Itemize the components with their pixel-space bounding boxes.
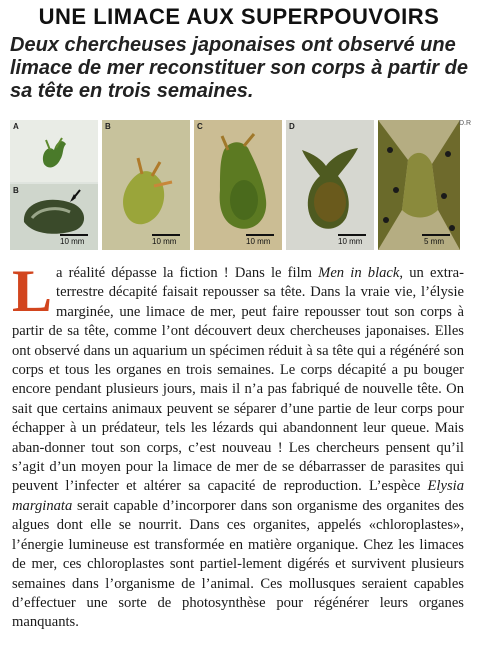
slug-head-image — [10, 120, 98, 250]
article-text-2: , un extra-terrestre décapité faisait repousser sa tête. Dans la vraie vie, l’élysie marginée, une limace de mer, peut faire repousser tout son corps à partir de sa tête, comme l’ont découvert deux chercheuses japonaises. Elles ont observé dans un aquarium un spécimen réduit à sa tête qui a régénéré son corps et tous les organes en trois semaines. Le corps décapité a pu bouger encore pendant plusieurs jours, mais il n’a pas fabriqué de nouvelle tête. On sait que certains animaux peuvent se séparer d’une partie de leur corps pour échapper à un prédateur, tels les lézards qui abandonnent leur queue. Mais aban-donner tout son corps, c’est nouveau ! Les chercheurs pensent qu’il s’agit d’un moyen pour la limace de mer de se débarrasser de parasites qui peuvent l’infecter et altérer sa capacité de reproduction. L’espèce — [12, 265, 464, 495]
scale-bar — [422, 234, 450, 236]
photo-panel-d — [286, 120, 374, 250]
film-title: Men in black — [318, 265, 400, 281]
scale-bar — [246, 234, 274, 236]
scale-label: 10 mm — [60, 237, 85, 246]
panel-letter: A — [13, 122, 19, 131]
panel-letter-alt: B — [13, 186, 19, 195]
standfirst: Deux chercheuses japonaises ont observé une limace de mer reconstituer son corps à partir de sa tête en trois semaines. — [10, 34, 468, 102]
slug-regenerating-image — [102, 120, 190, 250]
photo-credit: D.R — [459, 120, 472, 127]
scale-label: 5 mm — [424, 237, 444, 246]
article-body — [12, 258, 464, 633]
scale-bar — [338, 234, 366, 236]
slug-closeup-image — [378, 120, 460, 250]
scale-label: 10 mm — [338, 237, 363, 246]
slug-growing-image — [194, 120, 282, 250]
scale-label: 10 mm — [152, 237, 177, 246]
photo-panel-a — [10, 120, 98, 250]
headline: UNE LIMACE AUX SUPERPOUVOIRS — [38, 4, 440, 29]
scale-bar — [60, 234, 88, 236]
photo-figure — [10, 120, 466, 258]
photo-panel-c — [194, 120, 282, 250]
species-name: Elysia marginata — [12, 478, 464, 514]
scale-bar — [152, 234, 180, 236]
article-text-1: a réalité dépasse la fiction ! Dans le film — [56, 265, 319, 281]
scale-label: 10 mm — [246, 237, 271, 246]
article-text-3: serait capable d’incorporer dans son organisme des organites des algues dont elle se nourrit. Dans ces organites, appelés «chloroplastes», l’énergie lumineuse est transformée en matière organique. Chez les limaces de mer, ces chloroplastes sont partiel-lement digérés et survivent plusieurs semaines dans l’organisme de l’animal. Ces mollusques seraient capables d’effectuer une sorte de photosynthèse pour régénérer leurs organes manquants. — [12, 497, 464, 631]
panel-letter: B — [105, 122, 111, 131]
photo-panel-b — [102, 120, 190, 250]
photo-panel-e — [378, 120, 460, 250]
panel-letter: D — [289, 122, 295, 131]
slug-regenerated-image — [286, 120, 374, 250]
drop-cap: L — [12, 258, 53, 324]
panel-letter: C — [197, 122, 203, 131]
